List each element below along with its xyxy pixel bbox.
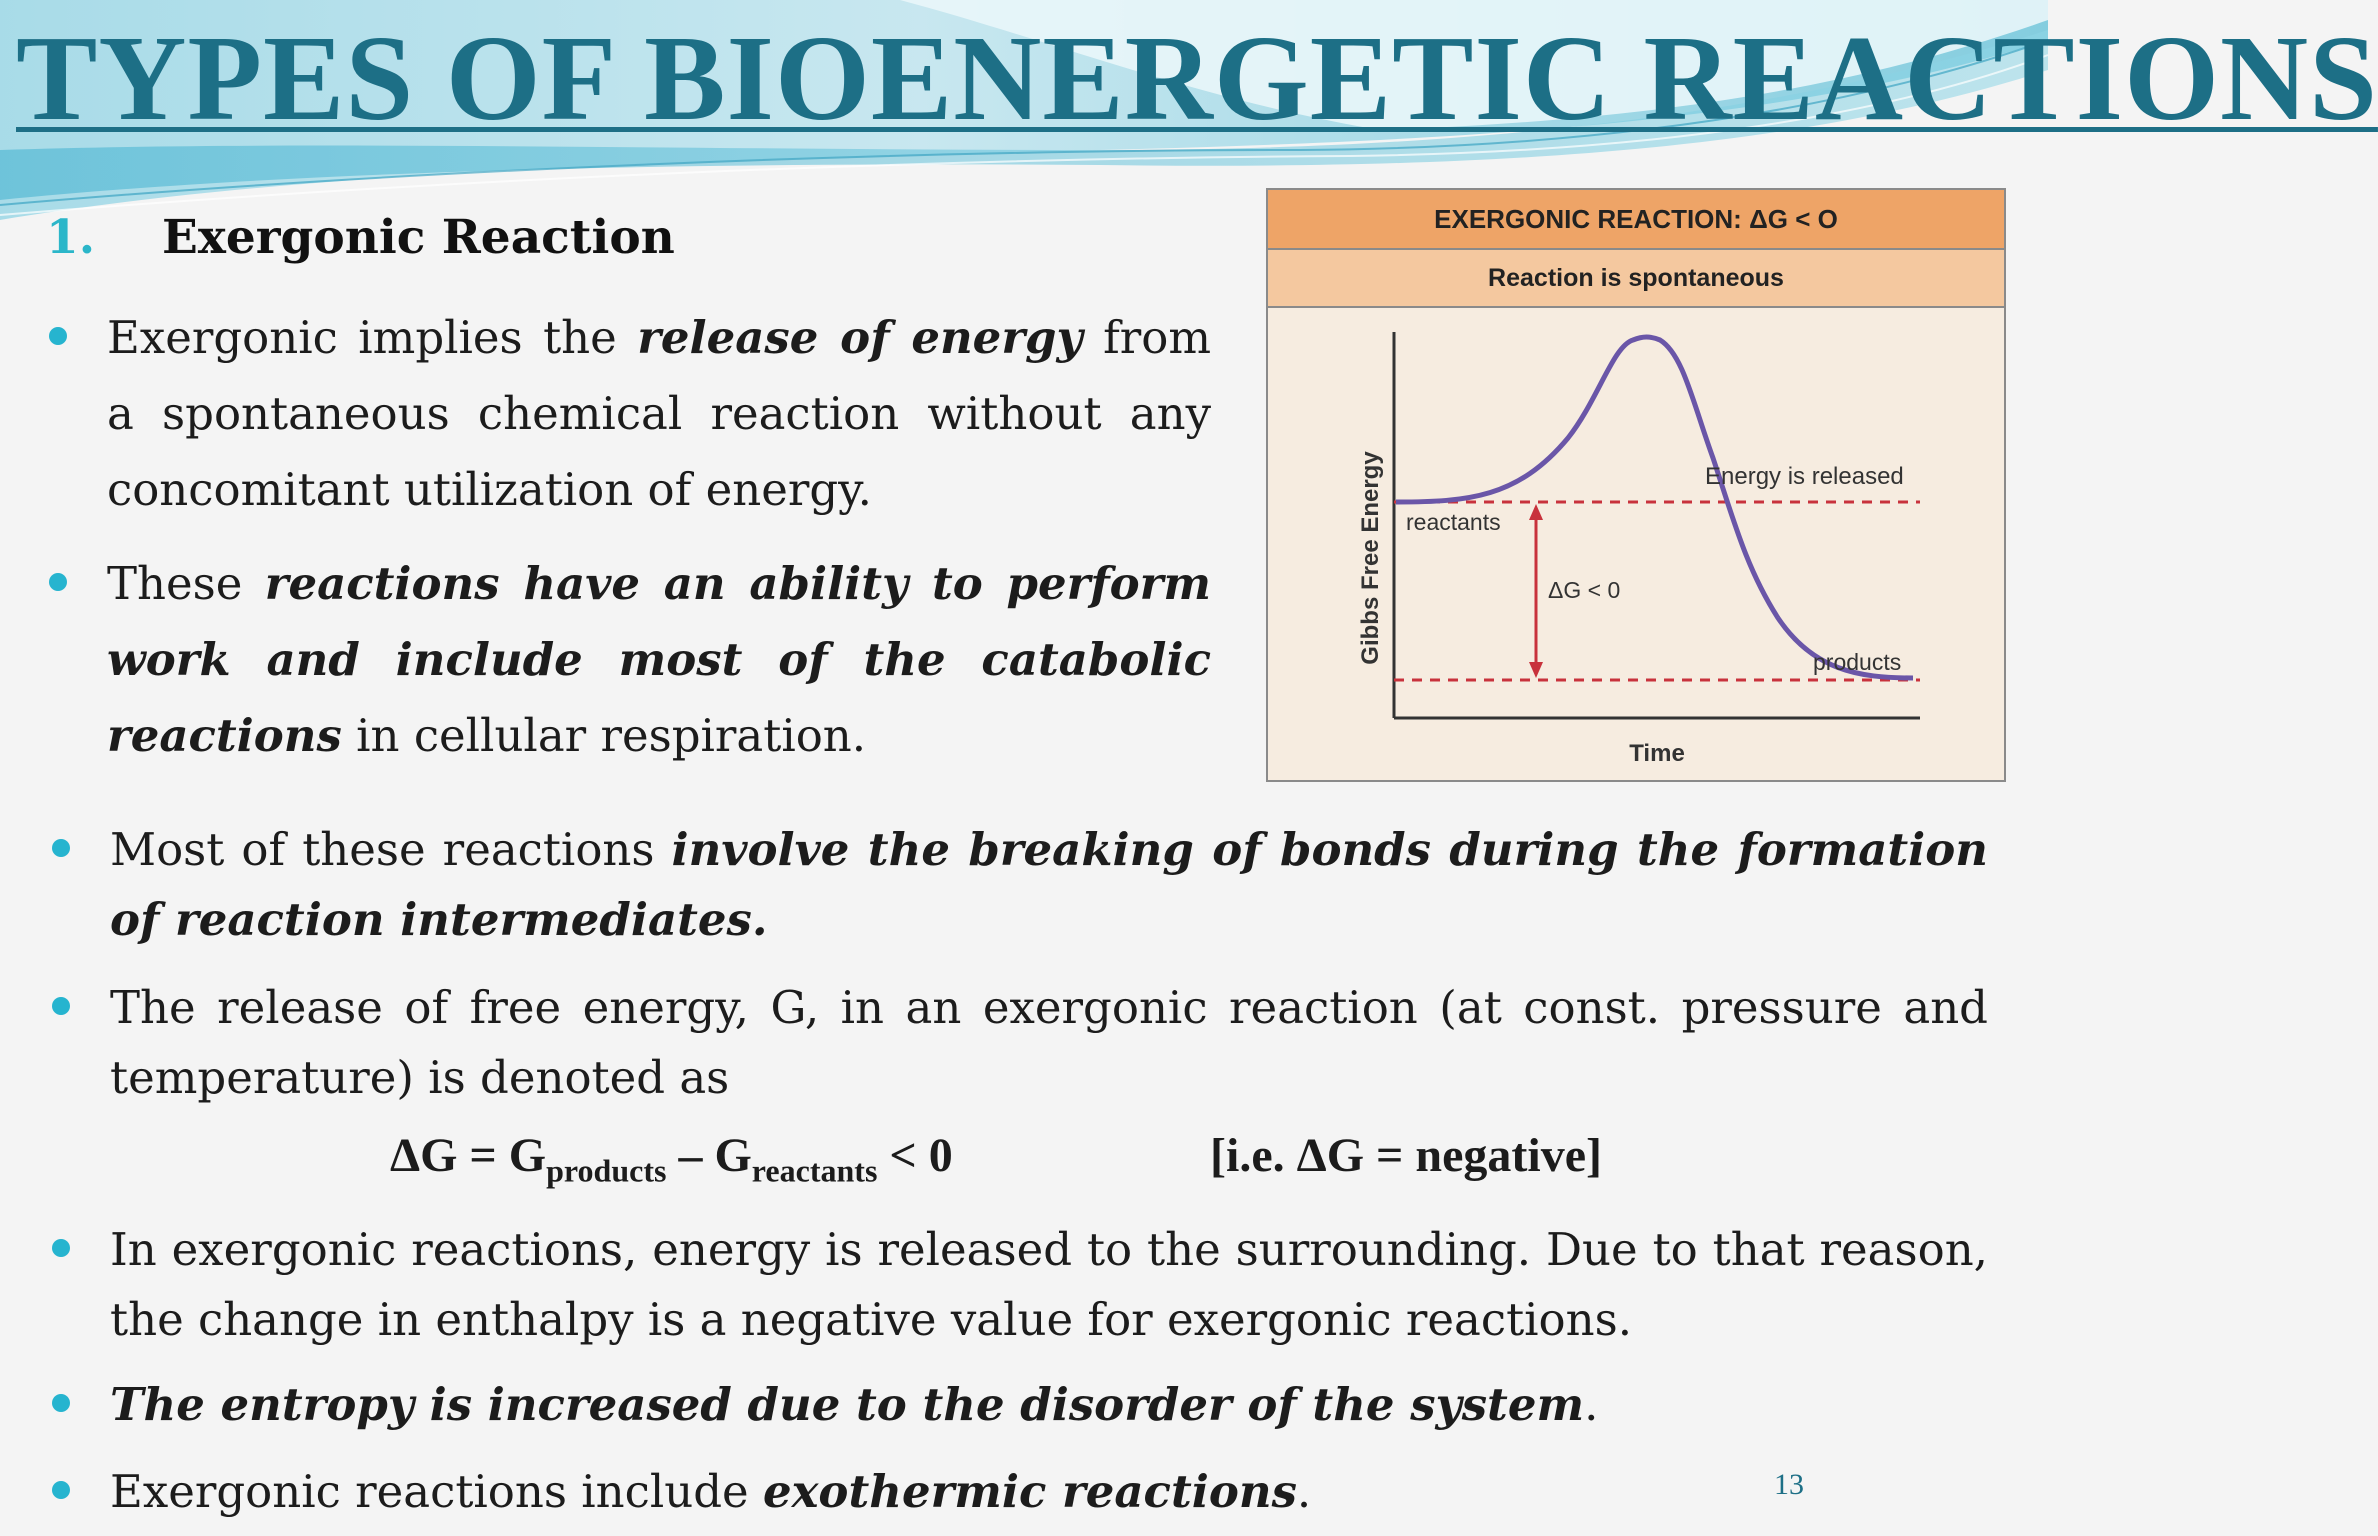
equation-mid: – G xyxy=(666,1129,752,1182)
bullet-breaking-bonds xyxy=(110,815,1988,955)
bullet-dot-icon xyxy=(52,839,70,857)
equation-lhs: ΔG = G xyxy=(390,1129,547,1182)
equation-rhs: < 0 xyxy=(877,1129,953,1182)
arrow-head-up-icon xyxy=(1529,504,1543,520)
delta-g-label: ΔG < 0 xyxy=(1548,577,1621,603)
free-energy-curve xyxy=(1396,337,1913,678)
equation-sub-reactants: reactants xyxy=(751,1152,878,1189)
equation-note: [i.e. ΔG = negative] xyxy=(1210,1129,1603,1182)
energy-released-label: Energy is released xyxy=(1705,463,1904,490)
bullet-emphasis: involve the breaking of bonds during the formation of reaction intermediates. xyxy=(110,823,1988,946)
section-heading xyxy=(46,210,675,265)
energy-profile-plot xyxy=(1268,308,2004,780)
x-axis-label: Time xyxy=(1629,740,1685,767)
bullet-emphasis: reactions have an ability to perform work and include most of the catabolic reactions xyxy=(107,557,1211,762)
bullet-text: In exergonic reactions, energy is released to the surrounding. Due to that reason, the change in enthalpy is a negative value for exergonic reactions. xyxy=(110,1223,1988,1346)
bullet-dot-icon xyxy=(52,997,70,1015)
diagram-header: EXERGONIC REACTION: ΔG < O xyxy=(1268,190,2004,250)
bullet-text: . xyxy=(1584,1378,1599,1431)
diagram-subheader: Reaction is spontaneous xyxy=(1268,250,2004,308)
products-label: products xyxy=(1813,649,1902,675)
bullet-dot-icon xyxy=(52,1239,70,1257)
section-title: Exergonic Reaction xyxy=(162,210,675,265)
delta-g-equation xyxy=(390,1128,953,1190)
exergonic-energy-diagram xyxy=(1266,188,2006,782)
bullet-text: These xyxy=(107,557,265,610)
bullet-perform-work xyxy=(107,546,1211,774)
bullet-enthalpy xyxy=(110,1215,1988,1355)
reactants-label: reactants xyxy=(1406,509,1501,535)
bullet-dot-icon xyxy=(49,573,67,591)
bullet-text: from a spontaneous chemical reaction without any concomitant utilization of energy. xyxy=(107,311,1211,516)
bullet-exergonic-definition xyxy=(107,300,1211,528)
bullet-text: Exergonic reactions include xyxy=(110,1465,763,1518)
bullet-text: in cellular respiration. xyxy=(341,709,867,762)
bullet-dot-icon xyxy=(49,327,67,345)
bullet-entropy xyxy=(110,1370,1988,1440)
bullet-emphasis: exothermic reactions xyxy=(762,1465,1297,1518)
equation-sub-products: products xyxy=(546,1152,667,1189)
bullet-text: Most of these reactions xyxy=(110,823,672,876)
slide-title: TYPES OF BIOENERGETIC REACTIONS xyxy=(16,11,2378,146)
bullet-emphasis: The entropy is increased due to the disorder of the system xyxy=(110,1378,1585,1431)
bullet-dot-icon xyxy=(52,1481,70,1499)
bullet-emphasis: release of energy xyxy=(637,311,1083,364)
bullet-free-energy xyxy=(110,973,1988,1113)
bullet-text: Exergonic implies the xyxy=(107,311,638,364)
arrow-head-down-icon xyxy=(1529,662,1543,678)
y-axis-label: Gibbs Free Energy xyxy=(1357,451,1384,665)
bullet-dot-icon xyxy=(52,1394,70,1412)
section-number: 1. xyxy=(46,210,96,265)
bullet-text: . xyxy=(1296,1465,1312,1518)
page-number: 13 xyxy=(1774,1468,1804,1501)
bullet-exothermic xyxy=(110,1457,1988,1527)
bullet-text: The release of free energy, G, in an exergonic reaction (at const. pressure and temperature) is denoted as xyxy=(110,981,1988,1104)
